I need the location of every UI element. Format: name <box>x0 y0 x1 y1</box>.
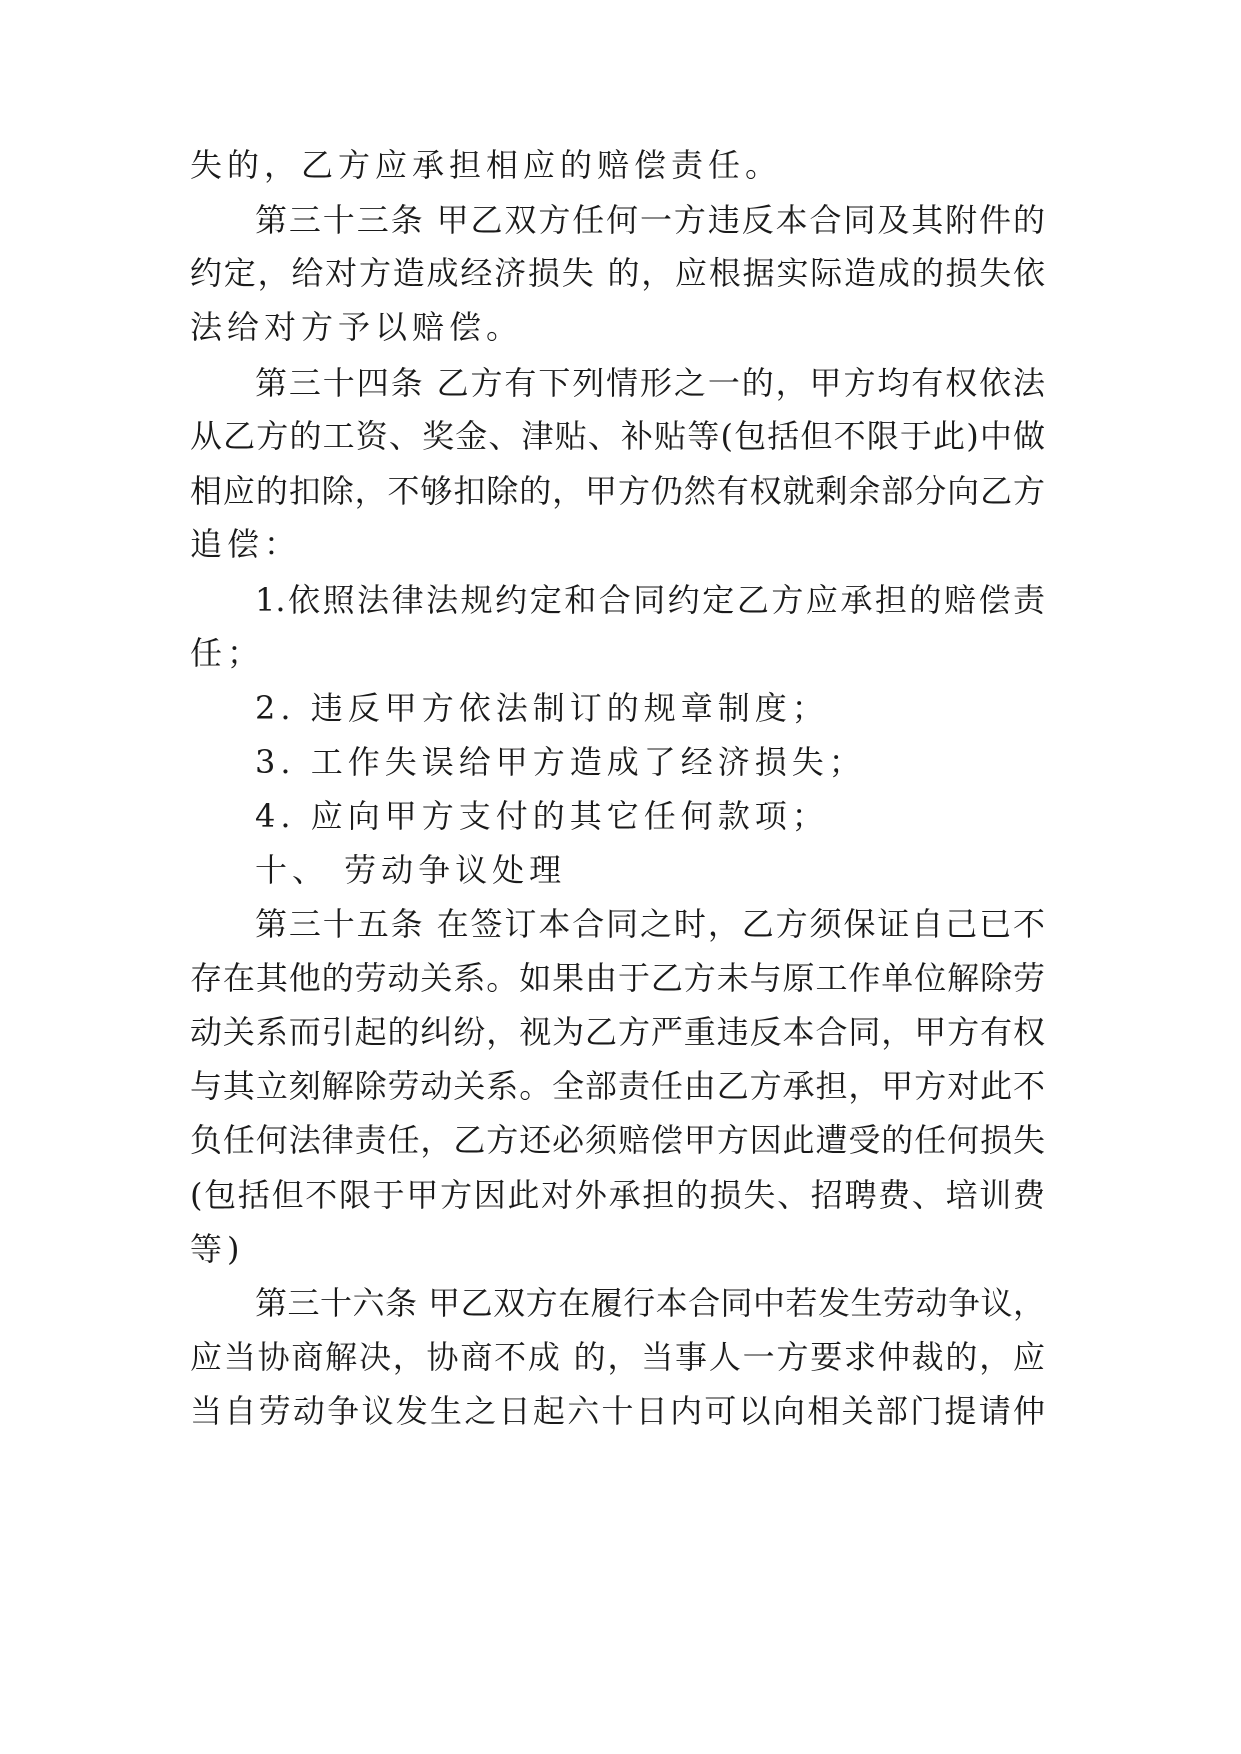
text-line: 失的，乙方应承担相应的赔偿责任。 <box>190 146 783 184</box>
text-line: 约定，给对方造成经济损失 的，应根据实际造成的损失依 <box>190 254 1045 292</box>
text-line: 第三十三条 甲乙双方任何一方违反本合同及其附件的 <box>255 201 1045 239</box>
section-heading: 十、 劳动争议处理 <box>255 851 567 889</box>
text-line: 从乙方的工资、奖金、津贴、补贴等(包括但不限于此)中做 <box>190 417 1045 455</box>
text-line: 存在其他的劳动关系。如果由于乙方未与原工作单位解除劳 <box>190 959 1045 997</box>
list-item: 1.依照法律法规约定和合同约定乙方应承担的赔偿责 <box>255 581 1045 619</box>
text-line: 负任何法律责任，乙方还必须赔偿甲方因此遭受的任何损失 <box>190 1121 1045 1159</box>
list-item: 4. 应向甲方支付的其它任何款项； <box>255 797 829 835</box>
text-line: 第三十六条 甲乙双方在履行本合同中若发生劳动争议， <box>255 1284 1045 1322</box>
list-item: 2. 违反甲方依法制订的规章制度； <box>255 689 829 727</box>
text-line: 相应的扣除，不够扣除的，甲方仍然有权就剩余部分向乙方 <box>190 472 1045 510</box>
text-line: 第三十五条 在签订本合同之时，乙方须保证自己已不 <box>255 905 1045 943</box>
text-line: 追偿： <box>190 525 302 563</box>
text-line: 动关系而引起的纠纷，视为乙方严重违反本合同，甲方有权 <box>190 1013 1045 1051</box>
text-line: 第三十四条 乙方有下列情形之一的，甲方均有权依法 <box>255 364 1045 402</box>
text-line: 当自劳动争议发生之日起六十日内可以向相关部门提请仲 <box>190 1392 1045 1430</box>
text-line: 任； <box>190 634 265 672</box>
text-line: 应当协商解决，协商不成 的，当事人一方要求仲裁的，应 <box>190 1338 1045 1376</box>
text-line: 等) <box>190 1230 245 1268</box>
text-line: (包括但不限于甲方因此对外承担的损失、招聘费、培训费 <box>190 1176 1045 1214</box>
list-item: 3. 工作失误给甲方造成了经济损失； <box>255 743 866 781</box>
text-line: 法给对方予以赔偿。 <box>190 308 524 346</box>
text-line: 与其立刻解除劳动关系。全部责任由乙方承担，甲方对此不 <box>190 1067 1045 1105</box>
